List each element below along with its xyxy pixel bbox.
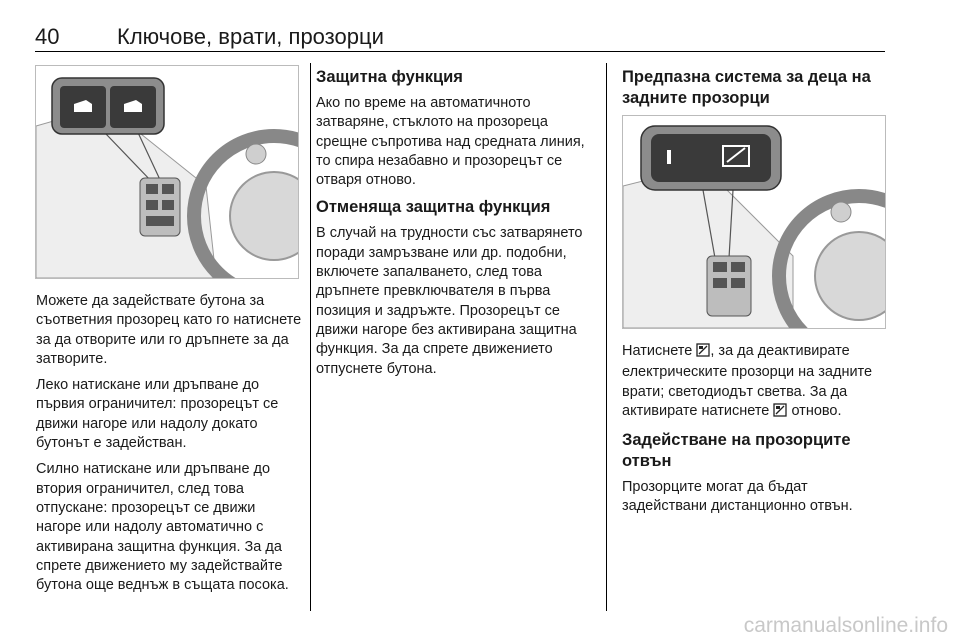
column-3-top [622,67,884,115]
text-run: Натиснете [622,343,693,359]
text-run: отново. [791,402,842,419]
window-switches-illustration [35,65,299,279]
paragraph [622,342,884,423]
header-rule [35,51,885,52]
window-lock-icon [696,343,710,363]
watermark: carmanualsonline.info [743,614,948,637]
section-heading: Защитна функция [316,68,463,86]
column-1-text [36,292,302,602]
column-divider-2 [606,63,607,611]
paragraph: Силно натискане или дръпване до втория ограничител, след това отпускане: прозорецът се движи нагоре или надолу автоматично с активирана защитна функция. За да спрете движението му задействайте бутона още веднъж в същата посока. [36,461,289,594]
column-divider-1 [310,63,311,611]
page-title: Ключове, врати, прозорци [117,24,384,49]
paragraph: Леко натискане или дръпване до първия ограничител: прозорецът се движи нагоре или надолу докато бутонът е задействан. [36,377,279,452]
text-run: , за да деактивирате електрическите прозорци на задните врати; светодиодът светва. За да активирате натиснете [622,343,873,419]
section-heading: Предпазна система за деца на задните прозорци [622,68,871,107]
column-3-text [622,342,884,524]
paragraph: Прозорците могат да бъдат задействани дистанционно отвън. [622,479,853,515]
page-header [35,18,885,52]
paragraph: Ако по време на автоматичното затваряне, стъклото на прозореца срещне съпротива над средната линия, то спира незабавно и прозорецът се отваря отново. [316,95,585,189]
child-lock-illustration [622,115,886,329]
column-2-text [316,67,596,386]
section-heading: Отменяща защитна функция [316,198,551,217]
paragraph: Можете да задействате бутона за съответния прозорец като го натиснете за да отворите или го дръпнете за да затворите. [36,293,302,367]
section-heading: Задействане на прозорците отвън [622,431,851,471]
window-lock-icon [773,403,787,423]
page-number: 40 [35,24,60,49]
paragraph: В случай на трудности със затварянето поради замръзване или др. подобни, включете запалването, след това дръпнете превключвателя в първа позиция и задръжте. Прозорецът се движи нагоре без активирана защитна функция. За да спрете движението отпуснете бутона. [316,225,583,377]
